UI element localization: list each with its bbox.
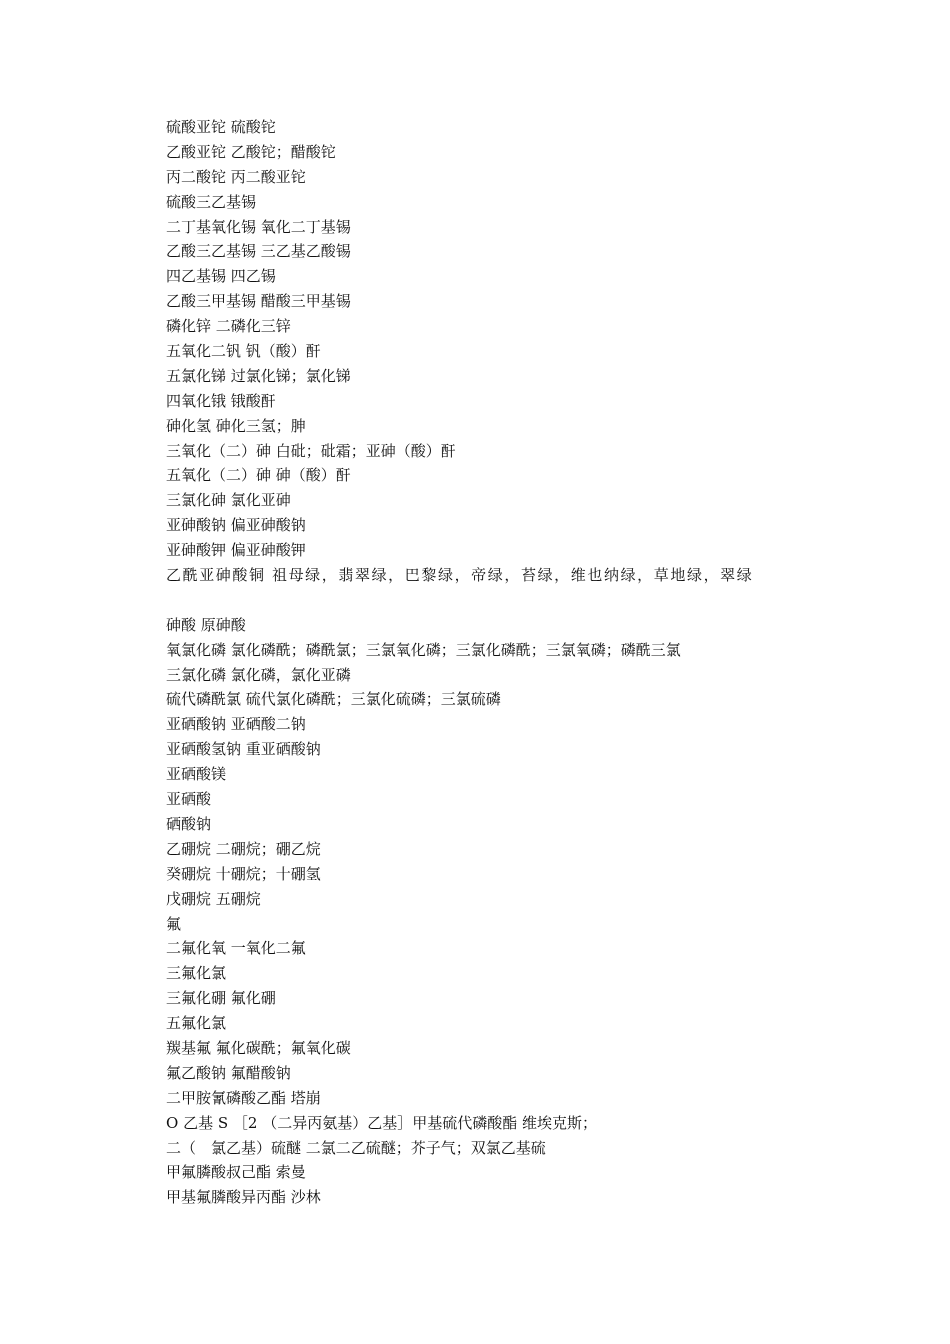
- text-line: 亚砷酸钠 偏亚砷酸钠: [166, 516, 306, 535]
- text-line: 二丁基氧化锡 氧化二丁基锡: [166, 217, 351, 236]
- text-line: 乙酸亚铊 乙酸铊；醋酸铊: [166, 142, 336, 161]
- text-line: 三氧化（二）砷 白砒；砒霜；亚砷（酸）酐: [166, 441, 456, 460]
- text-line: 四乙基锡 四乙锡: [166, 267, 276, 286]
- text-line: 亚硒酸钠 亚硒酸二钠: [166, 715, 306, 734]
- text-line: 二（ 氯乙基）硫醚 二氯二乙硫醚；芥子气；双氯乙基硫: [166, 1138, 546, 1157]
- text-line: 砷酸 原砷酸: [166, 615, 246, 634]
- text-line: 三氟化氯: [166, 964, 227, 983]
- text-line: 硫代磷酰氯 硫代氯化磷酰；三氯化硫磷；三氯硫磷: [166, 690, 501, 709]
- text-line: 羰基氟 氟化碳酰；氟氧化碳: [166, 1038, 351, 1057]
- text-line: 氟: [166, 914, 182, 933]
- text-line: 三氟化硼 氟化硼: [166, 989, 276, 1008]
- text-line: 五氧化（二）砷 砷（酸）酐: [166, 466, 351, 485]
- text-line: 亚硒酸: [166, 790, 212, 809]
- text-line: 五氧化二钒 钒（酸）酐: [166, 342, 321, 361]
- text-line: 三氯化砷 氯化亚砷: [166, 491, 291, 510]
- text-line: 丙二酸铊 丙二酸亚铊: [166, 167, 306, 186]
- text-line: 亚硒酸镁: [166, 765, 227, 784]
- text-line: 乙酸三乙基锡 三乙基乙酸锡: [166, 242, 351, 261]
- text-line: 五氟化氯: [166, 1014, 227, 1033]
- text-line: 氟乙酸钠 氟醋酸钠: [166, 1063, 291, 1082]
- text-line: 五氯化锑 过氯化锑；氯化锑: [166, 366, 351, 385]
- text-line: 四氧化锇 锇酸酐: [166, 391, 276, 410]
- text-line: 二甲胺氰磷酸乙酯 塔崩: [166, 1088, 321, 1107]
- text-line: 亚硒酸氢钠 重亚硒酸钠: [166, 740, 321, 759]
- text-line: 硫酸三乙基锡: [166, 192, 257, 211]
- text-line: 磷化锌 二磷化三锌: [166, 317, 291, 336]
- text-line: 甲基氟膦酸异丙酯 沙林: [166, 1188, 321, 1207]
- text-body: [166, 115, 866, 1210]
- text-line: 亚砷酸钾 偏亚砷酸钾: [166, 541, 306, 560]
- blank-line: [166, 588, 866, 613]
- text-line: 三氯化磷 氯化磷，氯化亚磷: [166, 665, 351, 684]
- text-line: 砷化氢 砷化三氢；胂: [166, 416, 306, 435]
- text-line: 甲氟膦酸叔己酯 索曼: [166, 1163, 306, 1182]
- text-line: 乙酰亚砷酸铜 祖母绿，翡翠绿，巴黎绿，帝绿，苔绿，维也纳绿，草地绿，翠绿: [166, 566, 754, 585]
- text-line: 硒酸钠: [166, 814, 212, 833]
- text-line: O 乙基 S ［2 （二异丙氨基）乙基］甲基硫代磷酸酯 维埃克斯；: [166, 1113, 597, 1132]
- text-line: 癸硼烷 十硼烷；十硼氢: [166, 864, 321, 883]
- text-line: 戊硼烷 五硼烷: [166, 889, 261, 908]
- text-line: 硫酸亚铊 硫酸铊: [166, 118, 276, 136]
- text-line: 乙硼烷 二硼烷；硼乙烷: [166, 839, 321, 858]
- text-line: 乙酸三甲基锡 醋酸三甲基锡: [166, 292, 351, 311]
- text-line: 氧氯化磷 氯化磷酰；磷酰氯；三氯氧化磷；三氯化磷酰；三氯氧磷；磷酰三氯: [166, 640, 681, 659]
- text-line: 二氟化氧 一氧化二氟: [166, 939, 306, 958]
